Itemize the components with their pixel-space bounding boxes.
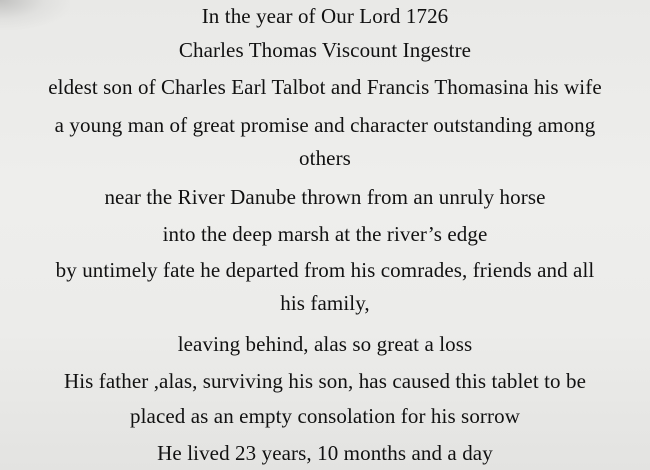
text-line-5: others [299, 146, 351, 170]
text-line-3: eldest son of Charles Earl Talbot and Francis Thomasina his wife [48, 75, 602, 99]
text-line-8: by untimely fate he departed from his comrades, friends and all [55, 258, 595, 282]
text-line-6: near the River Danube thrown from an unruly horse [104, 185, 546, 209]
text-line-10: leaving behind, alas so great a loss [177, 332, 473, 356]
text-line-2: Charles Thomas Viscount Ingestre [178, 38, 472, 62]
text-line-11: His father ,alas, surviving his son, has caused this tablet to be [63, 369, 587, 393]
text-line-13: He lived 23 years, 10 months and a day [157, 441, 493, 465]
text-line-4: a young man of great promise and character outstanding among [54, 113, 596, 137]
text-line-9: his family, [280, 291, 370, 315]
text-line-12: placed as an empty consolation for his sorrow [130, 404, 520, 428]
text-line-1: In the year of Our Lord 1726 [201, 4, 449, 28]
text-line-7: into the deep marsh at the river’s edge [162, 222, 488, 246]
